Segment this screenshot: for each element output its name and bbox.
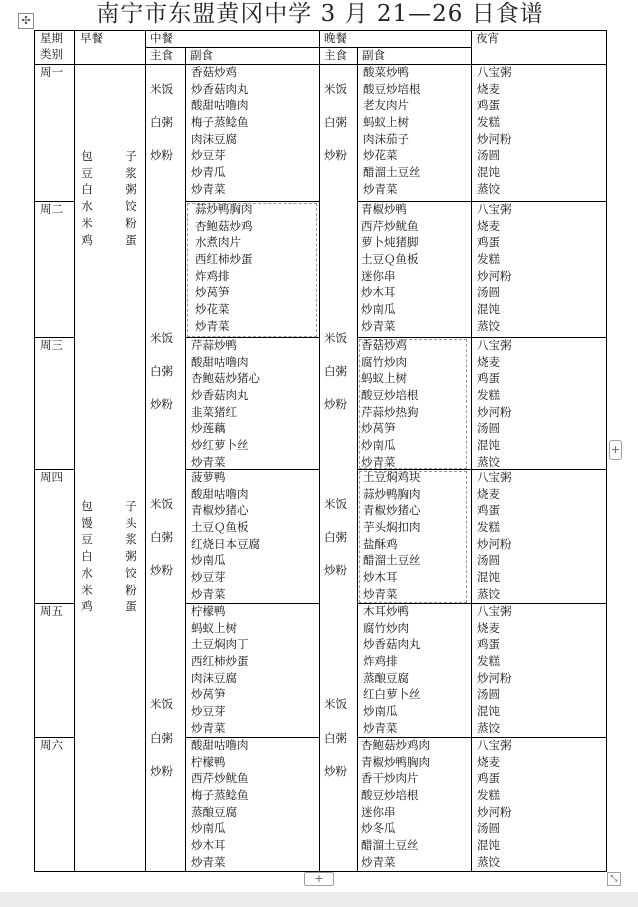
table-resize-handle[interactable]: ⤡ xyxy=(607,872,621,886)
menu-item: 炒莲藕 xyxy=(191,421,226,436)
menu-item: 烧麦 xyxy=(477,354,500,369)
lunch-sides-day-3 xyxy=(191,337,260,471)
breakfast-column-right xyxy=(124,148,138,248)
menu-item: 蒸饺 xyxy=(477,720,500,735)
menu-item: 蛋 xyxy=(125,599,137,614)
menu-item: 烧麦 xyxy=(477,486,500,501)
menu-item: 粉 xyxy=(125,215,137,230)
menu-item: 包 xyxy=(81,149,93,163)
header-dinner: 晚餐 xyxy=(324,31,347,45)
menu-item: 盐酥鸡 xyxy=(363,536,398,551)
menu-item: 酸豆炒培根 xyxy=(361,388,419,403)
menu-item: 汤圆 xyxy=(477,821,500,836)
table-rule xyxy=(357,47,358,872)
page-gap xyxy=(0,892,638,907)
lunch-staple: 米饭 xyxy=(150,497,173,511)
menu-item: 炒莴笋 xyxy=(191,687,226,702)
menu-item: 炒青菜 xyxy=(191,720,226,735)
menu-item: 腐竹炒肉 xyxy=(361,354,407,369)
menu-item: 汤圆 xyxy=(477,148,500,163)
dinner-sides-day-6 xyxy=(361,737,430,871)
day-label: 周五 xyxy=(40,604,63,618)
header-breakfast: 早餐 xyxy=(80,31,103,45)
dinner-staple: 炒粉 xyxy=(324,563,347,577)
menu-item: 炒河粉 xyxy=(477,268,512,283)
menu-item: 鸡 xyxy=(81,232,93,247)
dinner-sides-day-4 xyxy=(363,469,421,603)
menu-item: 炒豆芽 xyxy=(191,148,226,163)
menu-item: 鸡蛋 xyxy=(477,771,500,786)
menu-item: 炒莴笋 xyxy=(361,421,396,436)
menu-item: 土豆焖肉丁 xyxy=(191,637,249,652)
menu-item: 发糕 xyxy=(477,788,500,803)
add-column-button[interactable]: + xyxy=(609,440,622,460)
lunch-sides-day-4 xyxy=(191,469,260,603)
dinner-staple: 白粥 xyxy=(324,731,347,745)
dinner-staple: 白粥 xyxy=(324,364,347,378)
night-items-day-3 xyxy=(477,337,512,471)
menu-item: 蒸饺 xyxy=(477,318,500,333)
menu-item: 梅子蒸鲶鱼 xyxy=(191,788,249,803)
menu-item: 蒸饺 xyxy=(477,586,500,601)
header-category: 类别 xyxy=(40,47,63,61)
dinner-staple: 米饭 xyxy=(324,82,347,96)
menu-item: 头 xyxy=(125,515,137,530)
menu-item: 肉沫豆腐 xyxy=(191,670,237,685)
lunch-staple: 炒粉 xyxy=(150,563,173,577)
menu-item: 蚂蚁上树 xyxy=(361,371,407,386)
menu-item: 腐竹炒肉 xyxy=(363,620,409,635)
menu-item: 蒜炒鸭胸肉 xyxy=(363,486,421,501)
header-night: 夜宵 xyxy=(476,31,499,45)
menu-item: 豆 xyxy=(81,532,93,547)
menu-item: 炒木耳 xyxy=(191,838,226,853)
menu-item: 西红柿炒蛋 xyxy=(191,654,249,669)
menu-item: 馒 xyxy=(81,515,93,530)
dinner-staple: 米饭 xyxy=(324,697,347,711)
menu-item: 蛋 xyxy=(125,232,137,247)
breakfast-column-left xyxy=(80,148,94,248)
dinner-sides-day-5 xyxy=(363,603,421,737)
table-rule xyxy=(319,30,320,872)
menu-item: 浆 xyxy=(125,165,137,180)
menu-item: 炒青菜 xyxy=(191,586,226,601)
menu-item: 炒香菇肉丸 xyxy=(191,388,249,403)
dinner-staple: 炒粉 xyxy=(324,397,347,411)
menu-item: 炒莴笋 xyxy=(195,285,230,300)
day-label: 周二 xyxy=(40,202,63,216)
menu-item: 白 xyxy=(81,549,93,564)
menu-item: 醋溜土豆丝 xyxy=(363,553,421,568)
menu-item: 八宝粥 xyxy=(477,738,512,752)
table-rule xyxy=(34,64,607,65)
header-lunch-side: 副食 xyxy=(190,48,213,62)
menu-item: 炒豆芽 xyxy=(191,704,226,719)
menu-item: 水 xyxy=(81,199,93,214)
menu-item: 青椒炒猪心 xyxy=(191,503,249,518)
menu-item: 红白萝卜丝 xyxy=(363,687,421,702)
menu-item: 粉 xyxy=(125,582,137,597)
menu-item: 青椒炒鸭 xyxy=(361,202,407,216)
menu-item: 发糕 xyxy=(477,388,500,403)
dinner-staple: 米饭 xyxy=(324,331,347,345)
menu-item: 蚂蚁上树 xyxy=(363,115,409,130)
menu-item: 香菇炒鸡 xyxy=(191,65,237,79)
menu-item: 鸡蛋 xyxy=(477,98,500,113)
day-label: 周六 xyxy=(40,738,63,752)
lunch-staple: 炒粉 xyxy=(150,764,173,778)
menu-item: 发糕 xyxy=(477,654,500,669)
menu-item: 八宝粥 xyxy=(477,604,512,618)
night-items-day-4 xyxy=(477,469,512,603)
menu-item: 混饨 xyxy=(477,570,500,585)
menu-item: 烧麦 xyxy=(477,218,500,233)
dinner-staple: 白粥 xyxy=(324,530,347,544)
menu-item: 杏鲍菇炒猪心 xyxy=(191,371,260,386)
menu-item: 炒青菜 xyxy=(195,318,230,333)
menu-item: 米 xyxy=(81,215,93,230)
menu-item: 炒青瓜 xyxy=(191,165,226,180)
menu-item: 香菇炒鸡 xyxy=(361,338,407,352)
menu-item: 发糕 xyxy=(477,520,500,535)
menu-table xyxy=(34,30,607,872)
menu-item: 土豆Ｑ鱼板 xyxy=(191,520,249,535)
night-items-day-1 xyxy=(477,64,512,198)
menu-item: 汤圆 xyxy=(477,421,500,436)
menu-item: 炒南瓜 xyxy=(361,302,396,317)
night-items-day-2 xyxy=(477,201,512,335)
lunch-staple: 白粥 xyxy=(150,364,173,378)
menu-item: 青椒炒猪心 xyxy=(363,503,421,518)
menu-item: 土豆焖鸡块 xyxy=(363,470,421,484)
menu-item: 水 xyxy=(81,565,93,580)
menu-item: 炒冬瓜 xyxy=(361,821,396,836)
lunch-staple: 白粥 xyxy=(150,530,173,544)
menu-item: 柠檬鸭 xyxy=(191,604,226,618)
menu-item: 混饨 xyxy=(477,704,500,719)
dinner-staple: 白粥 xyxy=(324,115,347,129)
header-dinner-side: 副食 xyxy=(362,48,385,62)
menu-item: 豆 xyxy=(81,165,93,180)
menu-item: 蒸酿豆腐 xyxy=(363,670,409,685)
day-label: 周三 xyxy=(40,338,63,352)
menu-item: 芋头焖扣肉 xyxy=(363,520,421,535)
menu-item: 混饨 xyxy=(477,302,500,317)
menu-item: 炒南瓜 xyxy=(361,438,396,453)
menu-item: 炒青菜 xyxy=(191,454,226,469)
menu-item: 炒南瓜 xyxy=(191,553,226,568)
menu-item: 西芹炒鱿鱼 xyxy=(361,218,419,233)
menu-item: 蒜炒鸭胸肉 xyxy=(195,202,253,216)
menu-item: 鸡蛋 xyxy=(477,235,500,250)
lunch-sides-day-1 xyxy=(191,64,249,198)
menu-item: 肉沫茄子 xyxy=(363,131,409,146)
menu-item: 炒南瓜 xyxy=(363,704,398,719)
menu-item: 杏鲍菇炒鸡 xyxy=(195,218,253,233)
header-lunch-staple: 主食 xyxy=(150,48,173,62)
menu-item: 发糕 xyxy=(477,115,500,130)
menu-item: 炒河粉 xyxy=(477,804,512,819)
menu-item: 子 xyxy=(125,149,137,163)
menu-item: 水煮肉片 xyxy=(195,235,241,250)
menu-item: 炒河粉 xyxy=(477,404,512,419)
menu-item: 炸鸡排 xyxy=(195,268,230,283)
breakfast-column-left xyxy=(80,498,94,615)
menu-item: 炸鸡排 xyxy=(363,654,398,669)
menu-item: 萝卜炖猪脚 xyxy=(361,235,419,250)
lunch-sides-day-5 xyxy=(191,603,249,737)
menu-item: 汤圆 xyxy=(477,553,500,568)
lunch-staple: 炒粉 xyxy=(150,397,173,411)
menu-item: 混饨 xyxy=(477,438,500,453)
menu-item: 包 xyxy=(81,499,93,513)
lunch-staple: 米饭 xyxy=(150,697,173,711)
menu-item: 炒南瓜 xyxy=(191,821,226,836)
lunch-staple: 白粥 xyxy=(150,731,173,745)
menu-item: 鸡 xyxy=(81,599,93,614)
menu-item: 醋溜土豆丝 xyxy=(363,165,421,180)
menu-item: 韭菜猪红 xyxy=(191,404,237,419)
menu-item: 子 xyxy=(125,499,137,513)
menu-item: 炒豆芽 xyxy=(191,570,226,585)
menu-item: 酸豆炒培根 xyxy=(363,81,421,96)
night-items-day-5 xyxy=(477,603,512,737)
menu-item: 木耳炒鸭 xyxy=(363,604,409,618)
menu-item: 八宝粥 xyxy=(477,202,512,216)
menu-item: 炒木耳 xyxy=(363,570,398,585)
menu-item: 老友肉片 xyxy=(363,98,409,113)
menu-item: 杏鲍菇炒鸡肉 xyxy=(361,738,430,752)
menu-item: 烧麦 xyxy=(477,754,500,769)
day-label: 周一 xyxy=(40,65,63,79)
menu-item: 迷你串 xyxy=(361,268,396,283)
menu-item: 红烧日本豆腐 xyxy=(191,536,260,551)
menu-item: 炒青菜 xyxy=(191,854,226,869)
menu-item: 鸡蛋 xyxy=(477,503,500,518)
table-move-handle[interactable]: ✣ xyxy=(18,13,34,29)
menu-item: 发糕 xyxy=(477,252,500,267)
day-label: 周四 xyxy=(40,470,63,484)
dinner-sides-day-2 xyxy=(361,201,419,335)
menu-item: 香干炒肉片 xyxy=(361,771,419,786)
add-row-button[interactable]: + xyxy=(304,872,334,886)
table-rule xyxy=(74,30,75,872)
lunch-sides-day-2 xyxy=(195,201,253,335)
menu-item: 米 xyxy=(81,582,93,597)
menu-item: 白 xyxy=(81,182,93,197)
menu-item: 八宝粥 xyxy=(477,470,512,484)
menu-item: 芹蒜炒鸭 xyxy=(191,338,237,352)
menu-item: 八宝粥 xyxy=(477,338,512,352)
menu-item: 酸甜咕噜肉 xyxy=(191,354,249,369)
menu-item: 蒸饺 xyxy=(477,181,500,196)
menu-item: 迷你串 xyxy=(361,804,396,819)
menu-item: 酸甜咕噜肉 xyxy=(191,738,249,752)
lunch-staple: 米饭 xyxy=(150,331,173,345)
menu-item: 柠檬鸭 xyxy=(191,754,226,769)
menu-item: 饺 xyxy=(125,565,137,580)
menu-item: 炒青菜 xyxy=(363,720,398,735)
menu-item: 八宝粥 xyxy=(477,65,512,79)
menu-item: 肉沫豆腐 xyxy=(191,131,237,146)
menu-item: 炒河粉 xyxy=(477,536,512,551)
menu-item: 炒青菜 xyxy=(363,586,398,601)
menu-item: 炒红萝卜丝 xyxy=(191,438,249,453)
menu-item: 混饨 xyxy=(477,165,500,180)
menu-item: 酸甜咕噜肉 xyxy=(191,486,249,501)
menu-item: 青椒炒鸭胸肉 xyxy=(361,754,430,769)
header-dinner-staple: 主食 xyxy=(324,48,347,62)
menu-item: 醋溜土豆丝 xyxy=(361,838,419,853)
page-title: 南宁市东盟黄冈中学 3 月 21—26 日食谱 xyxy=(96,1,544,27)
table-rule xyxy=(471,30,472,872)
menu-item: 蚂蚁上树 xyxy=(191,620,237,635)
menu-item: 酸豆炒培根 xyxy=(361,788,419,803)
dinner-sides-day-3 xyxy=(361,337,419,471)
menu-item: 炒河粉 xyxy=(477,131,512,146)
menu-item: 酸菜炒鸭 xyxy=(363,65,409,79)
header-lunch: 中餐 xyxy=(150,31,173,45)
dinner-sides-day-1 xyxy=(363,64,421,198)
table-rule xyxy=(185,47,186,872)
menu-item: 炒青菜 xyxy=(363,181,398,196)
night-items-day-6 xyxy=(477,737,512,871)
menu-item: 蒸酿豆腐 xyxy=(191,804,237,819)
menu-item: 炒香菇肉丸 xyxy=(191,81,249,96)
menu-item: 混饨 xyxy=(477,838,500,853)
menu-item: 蒸饺 xyxy=(477,854,500,869)
menu-item: 烧麦 xyxy=(477,81,500,96)
dinner-staple: 炒粉 xyxy=(324,764,347,778)
menu-item: 梅子蒸鲶鱼 xyxy=(191,115,249,130)
menu-item: 炒木耳 xyxy=(361,285,396,300)
menu-item: 炒青菜 xyxy=(361,454,396,469)
menu-item: 鸡蛋 xyxy=(477,637,500,652)
menu-item: 粥 xyxy=(125,549,137,564)
lunch-sides-day-6 xyxy=(191,737,249,871)
header-weekday: 星期 xyxy=(40,31,63,45)
menu-item: 西红柿炒蛋 xyxy=(195,252,253,267)
menu-item: 炒青菜 xyxy=(361,318,396,333)
menu-item: 菠萝鸭 xyxy=(191,470,226,484)
menu-item: 芹蒜炒热狗 xyxy=(361,404,419,419)
menu-item: 酸甜咕噜肉 xyxy=(191,98,249,113)
menu-item: 蒸饺 xyxy=(477,454,500,469)
menu-item: 粥 xyxy=(125,182,137,197)
breakfast-column-right xyxy=(124,498,138,615)
menu-item: 汤圆 xyxy=(477,687,500,702)
lunch-staple: 米饭 xyxy=(150,82,173,96)
menu-item: 炒香菇肉丸 xyxy=(363,637,421,652)
menu-item: 炒青菜 xyxy=(361,854,396,869)
dinner-staple: 炒粉 xyxy=(324,148,347,162)
menu-item: 土豆Ｑ鱼板 xyxy=(361,252,419,267)
lunch-staple: 白粥 xyxy=(150,115,173,129)
menu-item: 炒花菜 xyxy=(195,302,230,317)
menu-item: 汤圆 xyxy=(477,285,500,300)
menu-item: 炒河粉 xyxy=(477,670,512,685)
menu-item: 烧麦 xyxy=(477,620,500,635)
menu-item: 饺 xyxy=(125,199,137,214)
dinner-staple: 米饭 xyxy=(324,497,347,511)
table-rule xyxy=(145,30,146,872)
menu-item: 炒青菜 xyxy=(191,181,226,196)
lunch-staple: 炒粉 xyxy=(150,148,173,162)
menu-item: 鸡蛋 xyxy=(477,371,500,386)
menu-item: 炒花菜 xyxy=(363,148,398,163)
menu-item: 浆 xyxy=(125,532,137,547)
menu-item: 西芹炒鱿鱼 xyxy=(191,771,249,786)
